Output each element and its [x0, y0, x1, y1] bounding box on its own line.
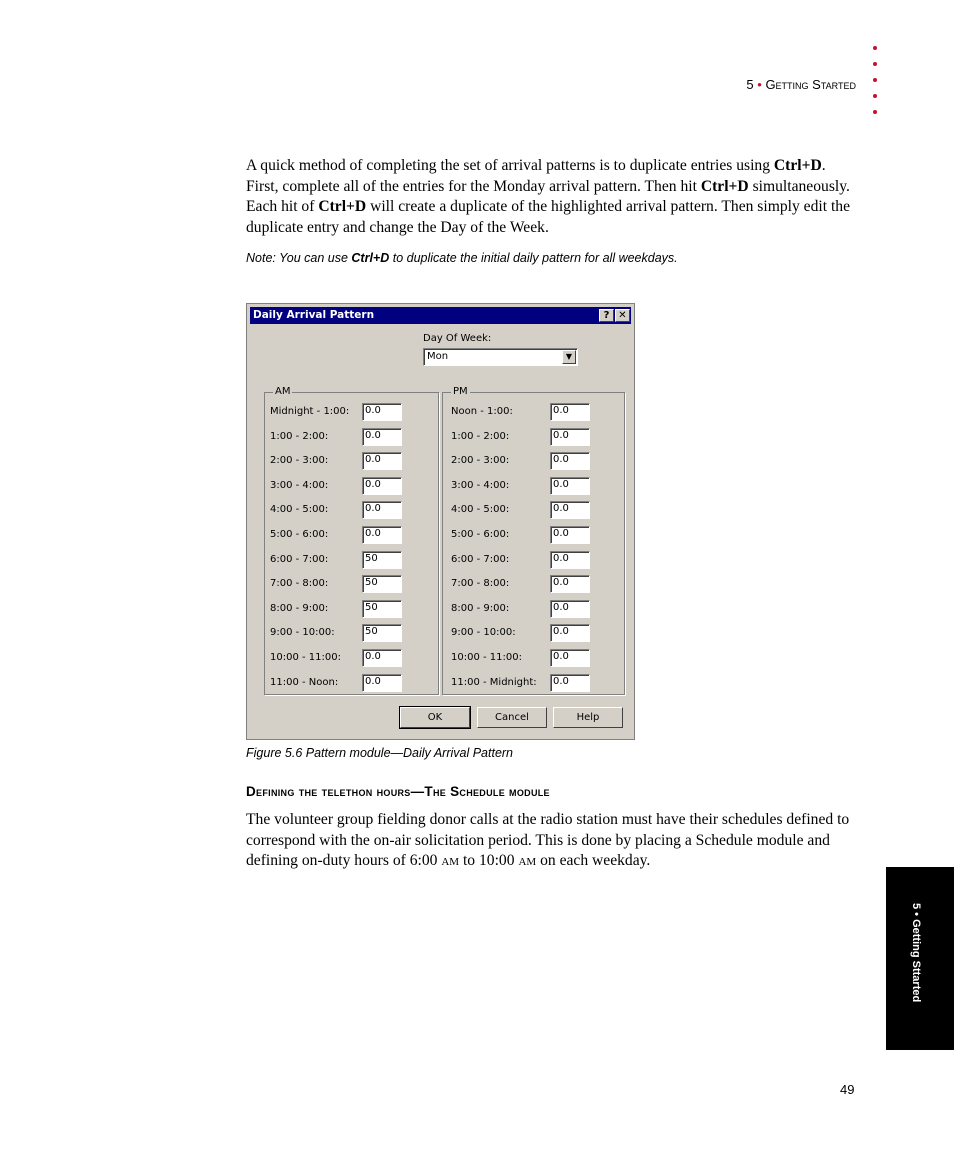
chapter-number: 5 [746, 77, 754, 92]
text-run: to duplicate the initial daily pattern for all weekdays. [389, 251, 678, 265]
intro-paragraph [246, 156, 858, 238]
slot-label: 2:00 - 3:00: [270, 455, 329, 467]
figure-caption: Figure 5.6 Pattern module—Daily Arrival Pattern [246, 746, 514, 760]
slot-label: 5:00 - 6:00: [451, 529, 510, 540]
day-of-week-select[interactable] [423, 348, 578, 366]
slot-value-field[interactable]: 0.0 [550, 428, 590, 446]
slot-label: 3:00 - 4:00: [451, 479, 510, 491]
slot-value-field[interactable]: 0.0 [362, 403, 402, 421]
slot-label: 8:00 - 9:00: [270, 602, 329, 614]
slot-value-field[interactable]: 0.0 [362, 674, 402, 692]
chapter-title: Getting Started [765, 77, 856, 92]
slot-value-field[interactable]: 0.0 [362, 501, 402, 519]
day-of-week-value: Mon [427, 351, 449, 362]
slot-value-field[interactable]: 50 [362, 600, 402, 618]
note [246, 251, 678, 265]
close-icon[interactable]: ✕ [615, 309, 630, 322]
slot-value-field[interactable]: 0.0 [550, 477, 590, 495]
slot-value-field[interactable]: 0.0 [362, 526, 402, 544]
shortcut-text: Ctrl+D [773, 157, 822, 174]
time-suffix: am [518, 852, 537, 870]
slot-value-field[interactable]: 0.0 [362, 428, 402, 446]
slot-label: Noon - 1:00: [451, 406, 513, 417]
slot-label: 5:00 - 6:00: [270, 529, 329, 540]
shortcut-text: Ctrl+D [318, 198, 367, 216]
dialog-titlebar [250, 307, 631, 324]
slot-label: 1:00 - 2:00: [270, 430, 329, 442]
slot-value-field[interactable]: 0.0 [550, 624, 590, 642]
slot-value-field[interactable]: 0.0 [550, 551, 590, 569]
text-run: on each weekday. [536, 852, 651, 870]
slot-value-field[interactable]: 0.0 [550, 403, 590, 421]
slot-label: 10:00 - 11:00: [270, 652, 341, 663]
slot-label: 1:00 - 2:00: [451, 430, 510, 442]
section-heading: Defining the telethon hours—The Schedule module [246, 784, 550, 799]
slot-value-field[interactable]: 0.0 [550, 501, 590, 519]
chevron-down-icon[interactable]: ▼ [562, 350, 576, 364]
pm-group [442, 386, 625, 695]
slot-label: 2:00 - 3:00: [451, 455, 510, 467]
text-run: will create a duplicate of the highlighted arrival pattern. Then simply edit the duplicate entry and change the Day of the Week. [246, 198, 850, 236]
slot-value-field[interactable]: 0.0 [550, 649, 590, 667]
day-of-week-label: Day Of Week: [423, 333, 492, 344]
slot-label: 9:00 - 10:00: [451, 627, 516, 639]
slot-label: 6:00 - 7:00: [270, 553, 329, 565]
ok-button[interactable]: OK [400, 707, 470, 728]
header-bullet: • [757, 77, 762, 92]
slot-label: 7:00 - 8:00: [270, 578, 329, 590]
help-button[interactable]: Help [553, 707, 623, 728]
side-tab-label: 5 • Getting Sttarted [910, 903, 922, 1003]
text-run: . First, complete all of the entries for the Monday arrival pattern. Then hit [246, 157, 826, 195]
daily-arrival-pattern-dialog [246, 303, 635, 740]
decorative-dots [873, 46, 881, 126]
slot-value-field[interactable]: 0.0 [550, 526, 590, 544]
slot-value-field[interactable]: 0.0 [362, 452, 402, 470]
am-group-title: AM [275, 386, 291, 397]
chapter-side-tab [886, 867, 954, 1050]
slot-value-field[interactable]: 50 [362, 551, 402, 569]
page-number: 49 [840, 1082, 855, 1097]
slot-label: 6:00 - 7:00: [451, 553, 510, 565]
schedule-paragraph [246, 810, 858, 872]
slot-label: 4:00 - 5:00: [451, 504, 510, 516]
shortcut-text: Ctrl+D [700, 177, 749, 195]
slot-label: 3:00 - 4:00: [270, 479, 329, 491]
slot-label: 9:00 - 10:00: [270, 627, 335, 639]
slot-value-field[interactable]: 0.0 [550, 575, 590, 593]
am-group [264, 386, 439, 695]
text-run: simultaneously. Each hit of [246, 177, 850, 216]
slot-label: Midnight - 1:00: [270, 406, 350, 417]
pm-group-title: PM [453, 386, 468, 397]
text-run: Note: You can use [246, 251, 352, 265]
slot-label: 4:00 - 5:00: [270, 504, 329, 516]
text-run: to 10:00 [459, 852, 519, 870]
text-run: A quick method of completing the set of arrival patterns is to duplicate entries using [246, 157, 774, 174]
slot-value-field[interactable]: 0.0 [362, 649, 402, 667]
dialog-title: Daily Arrival Pattern [253, 309, 375, 321]
slot-value-field[interactable]: 0.0 [550, 674, 590, 692]
help-icon[interactable]: ? [599, 309, 614, 322]
slot-value-field[interactable]: 50 [362, 575, 402, 593]
shortcut-text: Ctrl+D [351, 251, 390, 265]
slot-value-field[interactable]: 0.0 [550, 452, 590, 470]
slot-label: 10:00 - 11:00: [451, 652, 522, 663]
slot-value-field[interactable]: 50 [362, 624, 402, 642]
slot-value-field[interactable]: 0.0 [362, 477, 402, 495]
slot-label: 11:00 - Noon: [270, 676, 339, 688]
slot-value-field[interactable]: 0.0 [550, 600, 590, 618]
time-suffix: am [441, 852, 460, 870]
slot-label: 7:00 - 8:00: [451, 578, 510, 590]
text-run: The volunteer group fielding donor calls at the radio station must have their schedules defined to correspond with the on-air solicitation period. This is done by placing a Schedule module and defining on-duty hours of 6:00 [246, 811, 850, 870]
cancel-button[interactable]: Cancel [477, 707, 547, 728]
slot-label: 8:00 - 9:00: [451, 602, 510, 614]
slot-label: 11:00 - Midnight: [451, 676, 537, 688]
running-header [746, 77, 856, 92]
